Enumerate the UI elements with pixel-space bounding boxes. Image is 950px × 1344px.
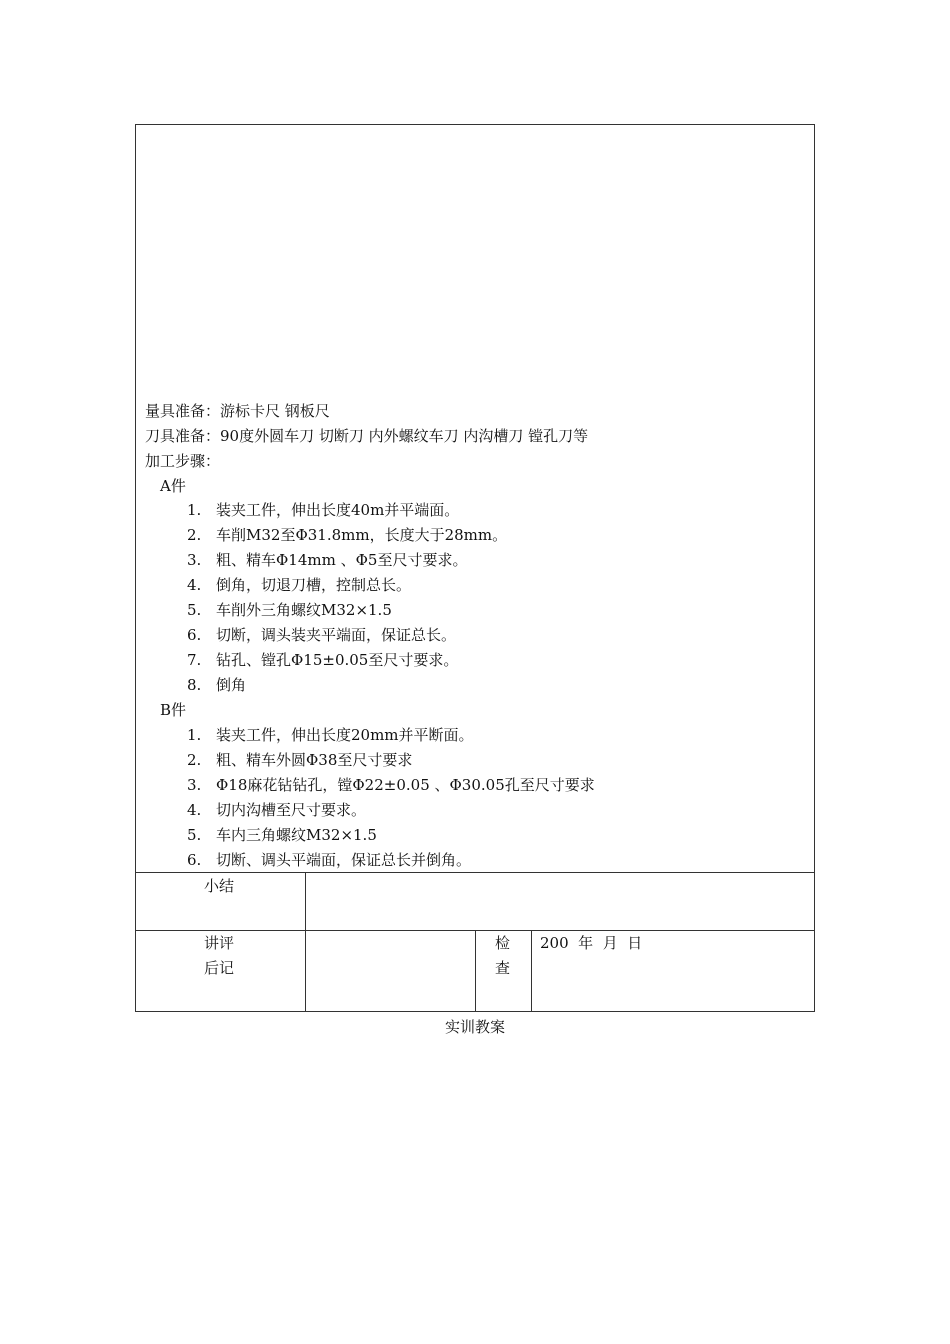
check-label-line1: 检	[495, 934, 511, 952]
review-label-line2: 后记	[204, 959, 235, 977]
step-number: 6.	[187, 851, 202, 869]
steps-title: 加工步骤：	[145, 452, 221, 470]
check-date: 200 年 月 日	[540, 934, 643, 952]
step-text: 切断、调头平端面，保证总长并倒角。	[216, 851, 472, 869]
step-text: 车削M32至Φ31.8mm，长度大于28mm。	[216, 526, 508, 544]
step-number: 8.	[187, 676, 202, 694]
step-text: 装夹工件，伸出长度40m并平端面。	[216, 501, 460, 519]
step-text: 倒角，切退刀槽，控制总长。	[216, 576, 412, 594]
step-text: 粗、精车Φ14mm 、Φ5至尺寸要求。	[216, 551, 468, 569]
step-number: 2.	[187, 526, 202, 544]
step-text: 车内三角螺纹M32×1.5	[216, 826, 377, 844]
step-text: 倒角	[216, 676, 247, 694]
step-number: 6.	[187, 626, 202, 644]
part-a-title: A件	[160, 477, 186, 495]
check-date-divider	[531, 930, 532, 1012]
step-number: 3.	[187, 776, 202, 794]
step-number: 5.	[187, 601, 202, 619]
step-number: 4.	[187, 801, 202, 819]
review-content-cell	[306, 931, 474, 1011]
step-text: 粗、精车外圆Φ38至尺寸要求	[216, 751, 413, 769]
cutting-tools-line: 刀具准备：90度外圆车刀 切断刀 内外螺纹车刀 内沟槽刀 镗孔刀等	[145, 427, 589, 445]
step-number: 5.	[187, 826, 202, 844]
step-text: 装夹工件，伸出长度20mm并平断面。	[216, 726, 474, 744]
step-text: 切断，调头装夹平端面，保证总长。	[216, 626, 457, 644]
review-label-line1: 讲评	[204, 934, 235, 952]
check-label-line2: 查	[495, 959, 511, 977]
review-check-divider	[475, 930, 476, 1012]
step-number: 3.	[187, 551, 202, 569]
summary-label: 小结	[204, 877, 235, 895]
step-number: 7.	[187, 651, 202, 669]
step-text: Φ18麻花钻钻孔，镗Φ22±0.05 、Φ30.05孔至尺寸要求	[216, 776, 595, 794]
step-text: 车削外三角螺纹M32×1.5	[216, 601, 392, 619]
footer-title: 实训教案	[444, 1018, 505, 1036]
step-number: 2.	[187, 751, 202, 769]
step-number: 1.	[187, 501, 202, 519]
step-number: 4.	[187, 576, 202, 594]
step-number: 1.	[187, 726, 202, 744]
summary-content-cell	[306, 873, 814, 929]
step-text: 钻孔、镗孔Φ15±0.05至尺寸要求。	[216, 651, 459, 669]
measuring-tools-line: 量具准备：游标卡尺 钢板尺	[145, 402, 330, 420]
step-text: 切内沟槽至尺寸要求。	[216, 801, 367, 819]
part-b-title: B件	[160, 701, 187, 719]
